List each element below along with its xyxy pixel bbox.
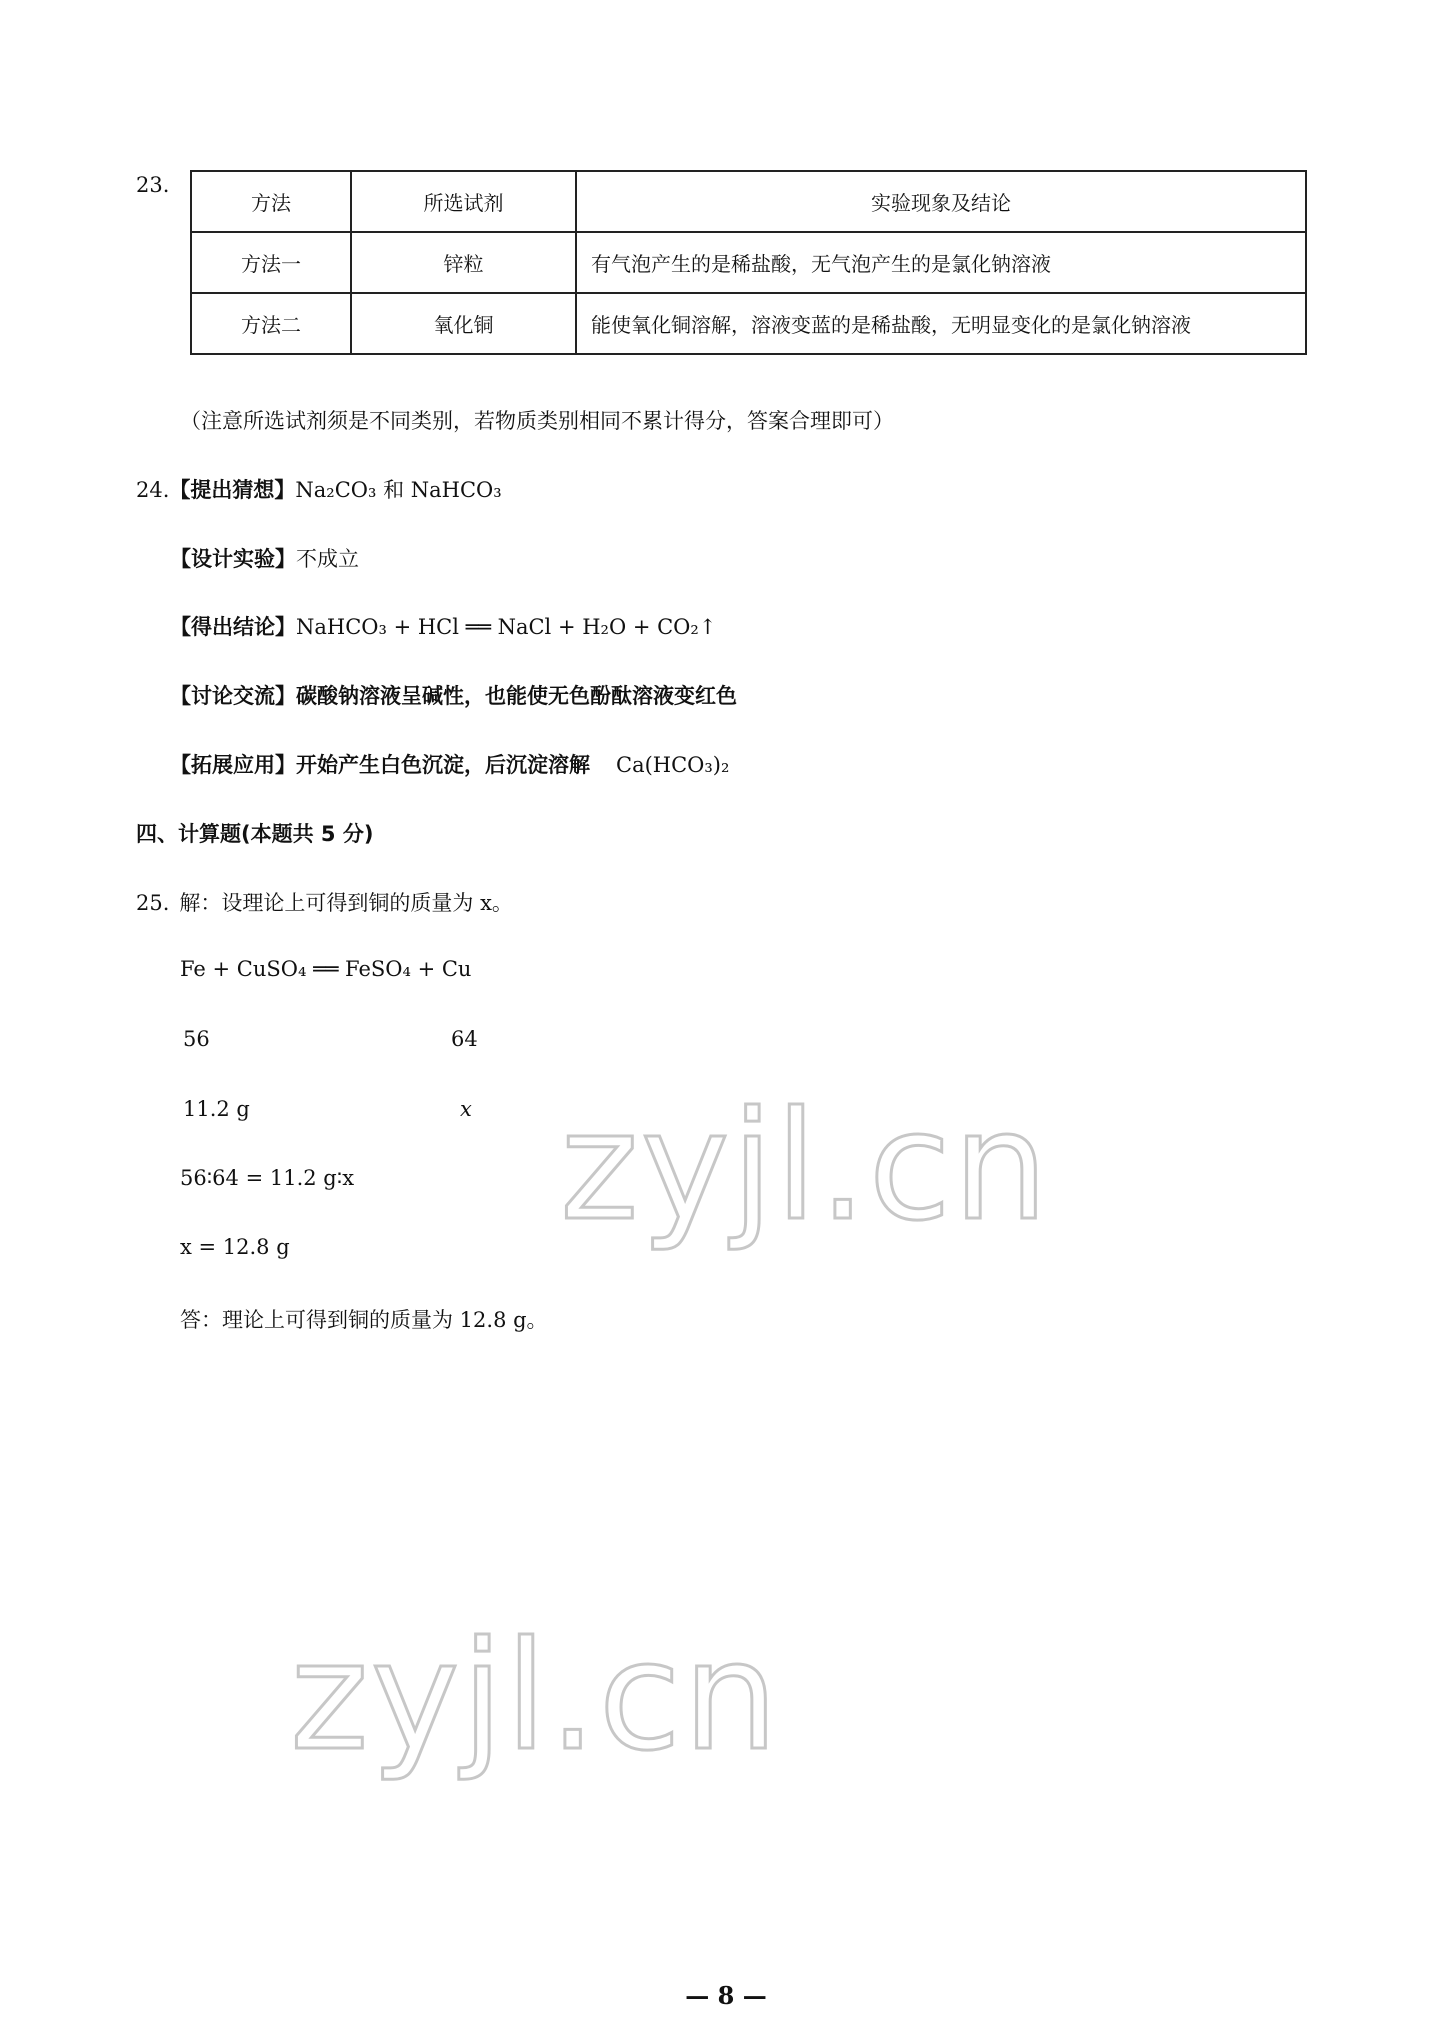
question-25-intro-text: 解：设理论上可得到铜的质量为 x。 <box>179 891 513 915</box>
watermark: zyjl.cn <box>560 1080 1051 1254</box>
proportion-line: 56∶64 = 11.2 g∶x <box>180 1166 355 1190</box>
table-row <box>191 293 1306 354</box>
discussion-tag: 【讨论交流】 <box>170 684 296 708</box>
table-cell-reagent: 锌粒 <box>351 232 576 293</box>
extension-formula: Ca(HCO₃)₂ <box>616 753 730 777</box>
table-cell-reagent: 氧化铜 <box>351 293 576 354</box>
conclusion-equation: NaHCO₃ + HCl ══ NaCl + H₂O + CO₂↑ <box>296 615 717 639</box>
given-mass-fe: 11.2 g <box>183 1097 250 1121</box>
question-24-design <box>170 543 359 573</box>
molar-mass-fe: 56 <box>183 1027 210 1051</box>
question-23-note: （注意所选试剂须是不同类别，若物质类别相同不累计得分，答案合理即可） <box>180 409 894 433</box>
unknown-mass-cu: x <box>460 1097 472 1121</box>
table-cell-method: 方法二 <box>191 293 351 354</box>
table-header-reagent: 所选试剂 <box>351 171 576 232</box>
guess-text: Na₂CO₃ 和 NaHCO₃ <box>295 478 502 502</box>
question-24-extension <box>170 749 729 779</box>
table-cell-method: 方法一 <box>191 232 351 293</box>
answer-table <box>190 170 1307 355</box>
question-24-guess <box>136 474 502 504</box>
question-23-number: 23. <box>136 173 170 197</box>
table-row <box>191 232 1306 293</box>
question-24-number: 24. <box>136 478 170 502</box>
guess-tag: 【提出猜想】 <box>169 478 296 502</box>
page-number: — 8 — <box>685 1981 767 2010</box>
table-header-row <box>191 171 1306 232</box>
conclusion-tag: 【得出结论】 <box>170 615 296 639</box>
question-24-conclusion <box>170 611 716 641</box>
section-heading: 四、计算题(本题共 5 分) <box>136 822 374 846</box>
table-header-result: 实验现象及结论 <box>576 171 1306 232</box>
design-tag: 【设计实验】 <box>170 547 296 571</box>
table-cell-result: 有气泡产生的是稀盐酸，无气泡产生的是氯化钠溶液 <box>576 232 1306 293</box>
table-cell-result: 能使氧化铜溶解，溶液变蓝的是稀盐酸，无明显变化的是氯化钠溶液 <box>576 293 1306 354</box>
design-text: 不成立 <box>296 547 359 571</box>
table-header-method: 方法 <box>191 171 351 232</box>
question-24-discussion <box>170 680 737 710</box>
watermark: zyjl.cn <box>290 1610 781 1784</box>
answer-line: 答：理论上可得到铜的质量为 12.8 g。 <box>180 1308 548 1332</box>
result-line: x = 12.8 g <box>180 1235 290 1259</box>
reaction-equation: Fe + CuSO₄ ══ FeSO₄ + Cu <box>180 957 472 981</box>
discussion-text: 碳酸钠溶液呈碱性，也能使无色酚酞溶液变红色 <box>296 684 737 708</box>
molar-mass-cu: 64 <box>451 1027 478 1051</box>
question-25-number: 25. <box>136 891 170 915</box>
extension-tag: 【拓展应用】 <box>170 753 296 777</box>
question-25-intro <box>136 887 513 917</box>
extension-text: 开始产生白色沉淀，后沉淀溶解 <box>296 753 590 777</box>
